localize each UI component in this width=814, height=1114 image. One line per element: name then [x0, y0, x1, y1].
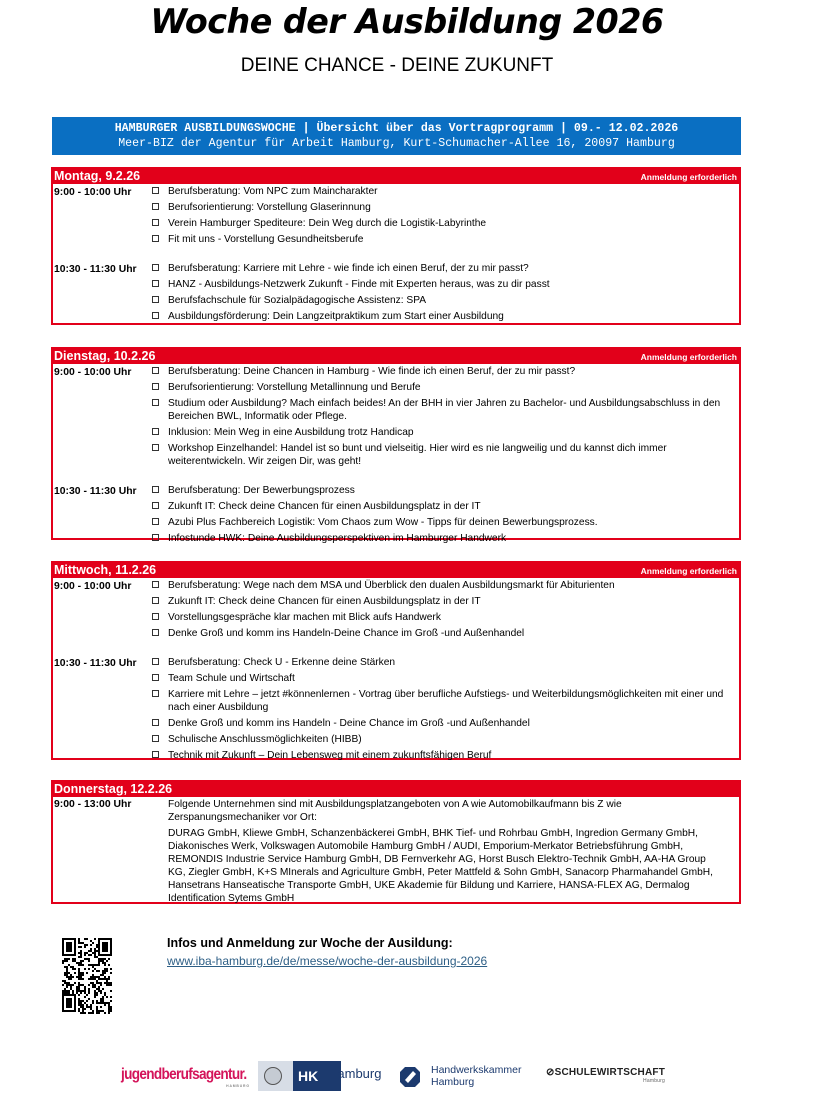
session-title: Berufsberatung: Karriere mit Lehre - wie finde ich einen Beruf, der zu mir passt? [168, 263, 529, 274]
session-title: HANZ - Ausbildungs-Netzwerk Zukunft - Finde mit Experten heraus, was zu dir passt [168, 279, 550, 290]
sw-text: SCHULEWIRTSCHAFT [554, 1067, 666, 1078]
session-title: Azubi Plus Fachbereich Logistik: Vom Chaos zum Wow - Tipps für deinen Bewerbungsprozess. [168, 517, 598, 528]
checkbox-icon[interactable] [152, 264, 159, 271]
checkbox-icon[interactable] [152, 613, 159, 620]
session-title: Berufsberatung: Wege nach dem MSA und Überblick den dualen Ausbildungsmarkt für Abiturienten [168, 580, 615, 591]
checkbox-icon[interactable] [152, 735, 159, 742]
checkbox-icon[interactable] [152, 296, 159, 303]
hwk-line-2: Hamburg [431, 1076, 475, 1088]
checkbox-icon[interactable] [152, 690, 159, 697]
banner-line-2: Meer-BIZ der Agentur für Arbeit Hamburg, Kurt-Schumacher-Allee 16, 20097 Hamburg [118, 137, 675, 150]
slot-time: 9:00 - 13:00 Uhr [54, 799, 132, 810]
session-title: Technik mit Zukunft – Dein Lebensweg mit einem zukunftsfähigen Beruf [168, 750, 492, 761]
qr-code-icon[interactable] [62, 938, 112, 1014]
checkbox-icon[interactable] [152, 674, 159, 681]
session-title: Studium oder Ausbildung? Mach einfach beides! An der BHH in vier Jahren zu Bachelor- und Ausbildungsabschluss in den Bereichen BWL, Informatik oder Pflege. [168, 398, 721, 422]
info-title: Infos und Anmeldung zur Woche der Ausildung: [167, 936, 453, 950]
session-item [152, 688, 739, 714]
session-item [152, 397, 739, 423]
session-item [152, 733, 739, 746]
session-item [152, 500, 739, 513]
checkbox-icon[interactable] [152, 219, 159, 226]
checkbox-icon[interactable] [152, 187, 159, 194]
day-block-wednesday [51, 561, 741, 760]
session-title: Team Schule und Wirtschaft [168, 673, 295, 684]
session-title: Berufsfachschule für Sozialpädagogische Assistenz: SPA [168, 295, 427, 306]
session-item [152, 627, 739, 640]
session-item [152, 595, 739, 608]
session-title: Berufsberatung: Vom NPC zum Maincharakter [168, 186, 378, 197]
checkbox-icon[interactable] [152, 428, 159, 435]
time-slot [53, 656, 739, 762]
session-item [152, 579, 739, 592]
slot-time: 10:30 - 11:30 Uhr [54, 264, 137, 275]
day-header [53, 349, 739, 364]
session-item [152, 381, 739, 394]
time-slot [53, 185, 739, 246]
day-name: Donnerstag, 12.2.26 [54, 782, 173, 796]
session-item [152, 185, 739, 198]
registration-link[interactable]: www.iba-hamburg.de/de/messe/woche-der-ausbildung-2026 [167, 954, 488, 968]
session-item [152, 672, 739, 685]
session-item [152, 294, 739, 307]
hk-badge: HK [293, 1061, 341, 1091]
companies-list: DURAG GmbH, Kliewe GmbH, Schanzenbäckerei GmbH, BHK Tief- und Rohrbau GmbH, Ingredion Germany GmbH, Diakonisches Werk, Volkswagen Automobile Hamburg GmbH / AUDI, Emporium-Merkator Betriebsführung GmbH, REMONDIS Industrie Service Hamburg GmbH, DB Fernverkehr AG, Horst Busch Elektro-Technik GmbH, AA-HA Group KG, Ziegler GmbH, K+S MInerals and Agriculture GmbH, Peter Mattfeld & Sohn GmbH, Sanacorp Pharmahandel GmbH, Hansetrans Hanseatische Transporte GmbH, UKE Akademie für Bildung und Karriere, HANSA-FLEX AG, Dermalog Identification Sytems GmbH [168, 828, 713, 904]
session-title: Ausbildungsförderung: Dein Langzeitpraktikum zum Start einer Ausbildung [168, 311, 504, 322]
session-item [152, 717, 739, 730]
page-title: Woche der Ausbildung 2026 [150, 2, 664, 42]
time-slot [53, 365, 739, 468]
checkbox-icon[interactable] [152, 751, 159, 758]
session-title: Fit mit uns - Vorstellung Gesundheitsberufe [168, 234, 364, 245]
logo-hk-hamburg [258, 1061, 319, 1091]
session-title: Denke Groß und komm ins Handeln - Deine Chance im Groß -und Außenhandel [168, 718, 530, 729]
session-item [152, 233, 739, 246]
session-item [152, 656, 739, 669]
time-slot [53, 262, 739, 323]
day-block-monday [51, 167, 741, 325]
partner-logos [0, 1058, 814, 1098]
session-item [152, 749, 739, 762]
registration-required-note: Anmeldung erforderlich [640, 352, 737, 362]
checkbox-icon[interactable] [152, 312, 159, 319]
time-slot [53, 579, 739, 640]
day-header [53, 563, 739, 578]
checkbox-icon[interactable] [152, 597, 159, 604]
checkbox-icon[interactable] [152, 581, 159, 588]
session-title: Berufsberatung: Der Bewerbungsprozess [168, 485, 355, 496]
checkbox-icon[interactable] [152, 534, 159, 541]
hk-city: Hamburg [328, 1066, 382, 1081]
time-slot [53, 797, 739, 905]
checkbox-icon[interactable] [152, 235, 159, 242]
session-title: Berufsorientierung: Vorstellung Metallinnung und Berufe [168, 382, 421, 393]
session-title: Inklusion: Mein Weg in eine Ausbildung trotz Handicap [168, 427, 414, 438]
session-title: Infostunde HWK: Deine Ausbildungsperspektiven im Hamburger Handwerk [168, 533, 507, 544]
session-title: Karriere mit Lehre – jetzt #könnenlernen - Vortrag über berufliche Aufstiegs- und Weiterbildungsmöglichkeiten mit einer und nach einer Ausbildung [168, 689, 724, 713]
checkbox-icon[interactable] [152, 444, 159, 451]
session-item [152, 365, 739, 378]
registration-required-note: Anmeldung erforderlich [640, 172, 737, 182]
session-item [152, 262, 739, 275]
logo-schulewirtschaft [546, 1067, 665, 1084]
hwk-line-1: Handwerkskammer [431, 1064, 522, 1076]
day-header [53, 169, 739, 184]
jba-text: jugendberufsagentur. [121, 1066, 247, 1083]
registration-required-note: Anmeldung erforderlich [640, 566, 737, 576]
jba-sub: HAMBURG [226, 1083, 250, 1088]
day-name: Mittwoch, 11.2.26 [54, 563, 157, 577]
session-title: Verein Hamburger Spediteure: Dein Weg durch die Logistik-Labyrinthe [168, 218, 487, 229]
time-slot [53, 484, 739, 545]
session-title: Vorstellungsgespräche klar machen mit Blick aufs Handwerk [168, 612, 441, 623]
checkbox-icon[interactable] [152, 629, 159, 636]
session-title: Berufsorientierung: Vorstellung Glaserinnung [168, 202, 371, 213]
session-item [152, 442, 739, 468]
session-item [152, 201, 739, 214]
session-title: Workshop Einzelhandel: Handel ist so bunt und vielseitig. Hier wird es nie langweilig und du kannst dich immer weiterentwickeln. Wir zeigen Dir, was geht! [168, 443, 667, 467]
day-name: Dienstag, 10.2.26 [54, 349, 156, 363]
slot-time: 9:00 - 10:00 Uhr [54, 581, 132, 592]
session-title: Zukunft IT: Check deine Chancen für einen Ausbildungsplatz in der IT [168, 596, 481, 607]
session-item [152, 484, 739, 497]
session-item [152, 278, 739, 291]
day-name: Montag, 9.2.26 [54, 169, 141, 183]
checkbox-icon[interactable] [152, 518, 159, 525]
session-title: Schulische Anschlussmöglichkeiten (HIBB) [168, 734, 362, 745]
checkbox-icon[interactable] [152, 399, 159, 406]
slot-time: 10:30 - 11:30 Uhr [54, 486, 137, 497]
checkbox-icon[interactable] [152, 486, 159, 493]
checkbox-icon[interactable] [152, 502, 159, 509]
checkbox-icon[interactable] [152, 719, 159, 726]
sw-sub: Hamburg [643, 1078, 666, 1084]
session-item [152, 516, 739, 529]
day-header [53, 782, 739, 797]
day-block-thursday [51, 780, 741, 904]
session-title: Berufsberatung: Check U - Erkenne deine Stärken [168, 657, 396, 668]
checkbox-icon[interactable] [152, 383, 159, 390]
session-item [152, 217, 739, 230]
handwerkskammer-emblem-icon [399, 1066, 421, 1088]
companies-intro: Folgende Unternehmen sind mit Ausbildungsplatzangeboten von A wie Automobilkaufmann bis Z wie Zerspanungsmechaniker vor Ort: [168, 799, 622, 823]
session-item [152, 611, 739, 624]
slot-time: 9:00 - 10:00 Uhr [54, 187, 132, 198]
day-block-tuesday [51, 347, 741, 544]
session-title: Berufsberatung: Deine Chancen in Hamburg - Wie finde ich einen Beruf, der zu mir passt? [168, 366, 576, 377]
checkbox-icon[interactable] [152, 367, 159, 374]
session-title: Zukunft IT: Check deine Chancen für einen Ausbildungsplatz in der IT [168, 501, 481, 512]
logo-handwerkskammer [431, 1064, 521, 1088]
session-item [152, 310, 739, 323]
logo-jugendberufsagentur [121, 1066, 250, 1088]
session-title: Denke Groß und komm ins Handeln-Deine Chance im Groß -und Außenhandel [168, 628, 525, 639]
check-circle-icon: ⊘ [546, 1067, 555, 1078]
session-item [152, 426, 739, 439]
banner-line-1: HAMBURGER AUSBILDUNGSWOCHE | Übersicht über das Vortragprogramm | 09.- 12.02.2026 [114, 122, 679, 135]
checkbox-icon[interactable] [152, 658, 159, 665]
slot-time: 10:30 - 11:30 Uhr [54, 658, 137, 669]
checkbox-icon[interactable] [152, 280, 159, 287]
page-subtitle: DEINE CHANCE - DEINE ZUKUNFT [240, 55, 554, 76]
seal-icon [264, 1067, 282, 1085]
program-banner [52, 117, 741, 155]
session-item [152, 532, 739, 545]
slot-time: 9:00 - 10:00 Uhr [54, 367, 132, 378]
checkbox-icon[interactable] [152, 203, 159, 210]
